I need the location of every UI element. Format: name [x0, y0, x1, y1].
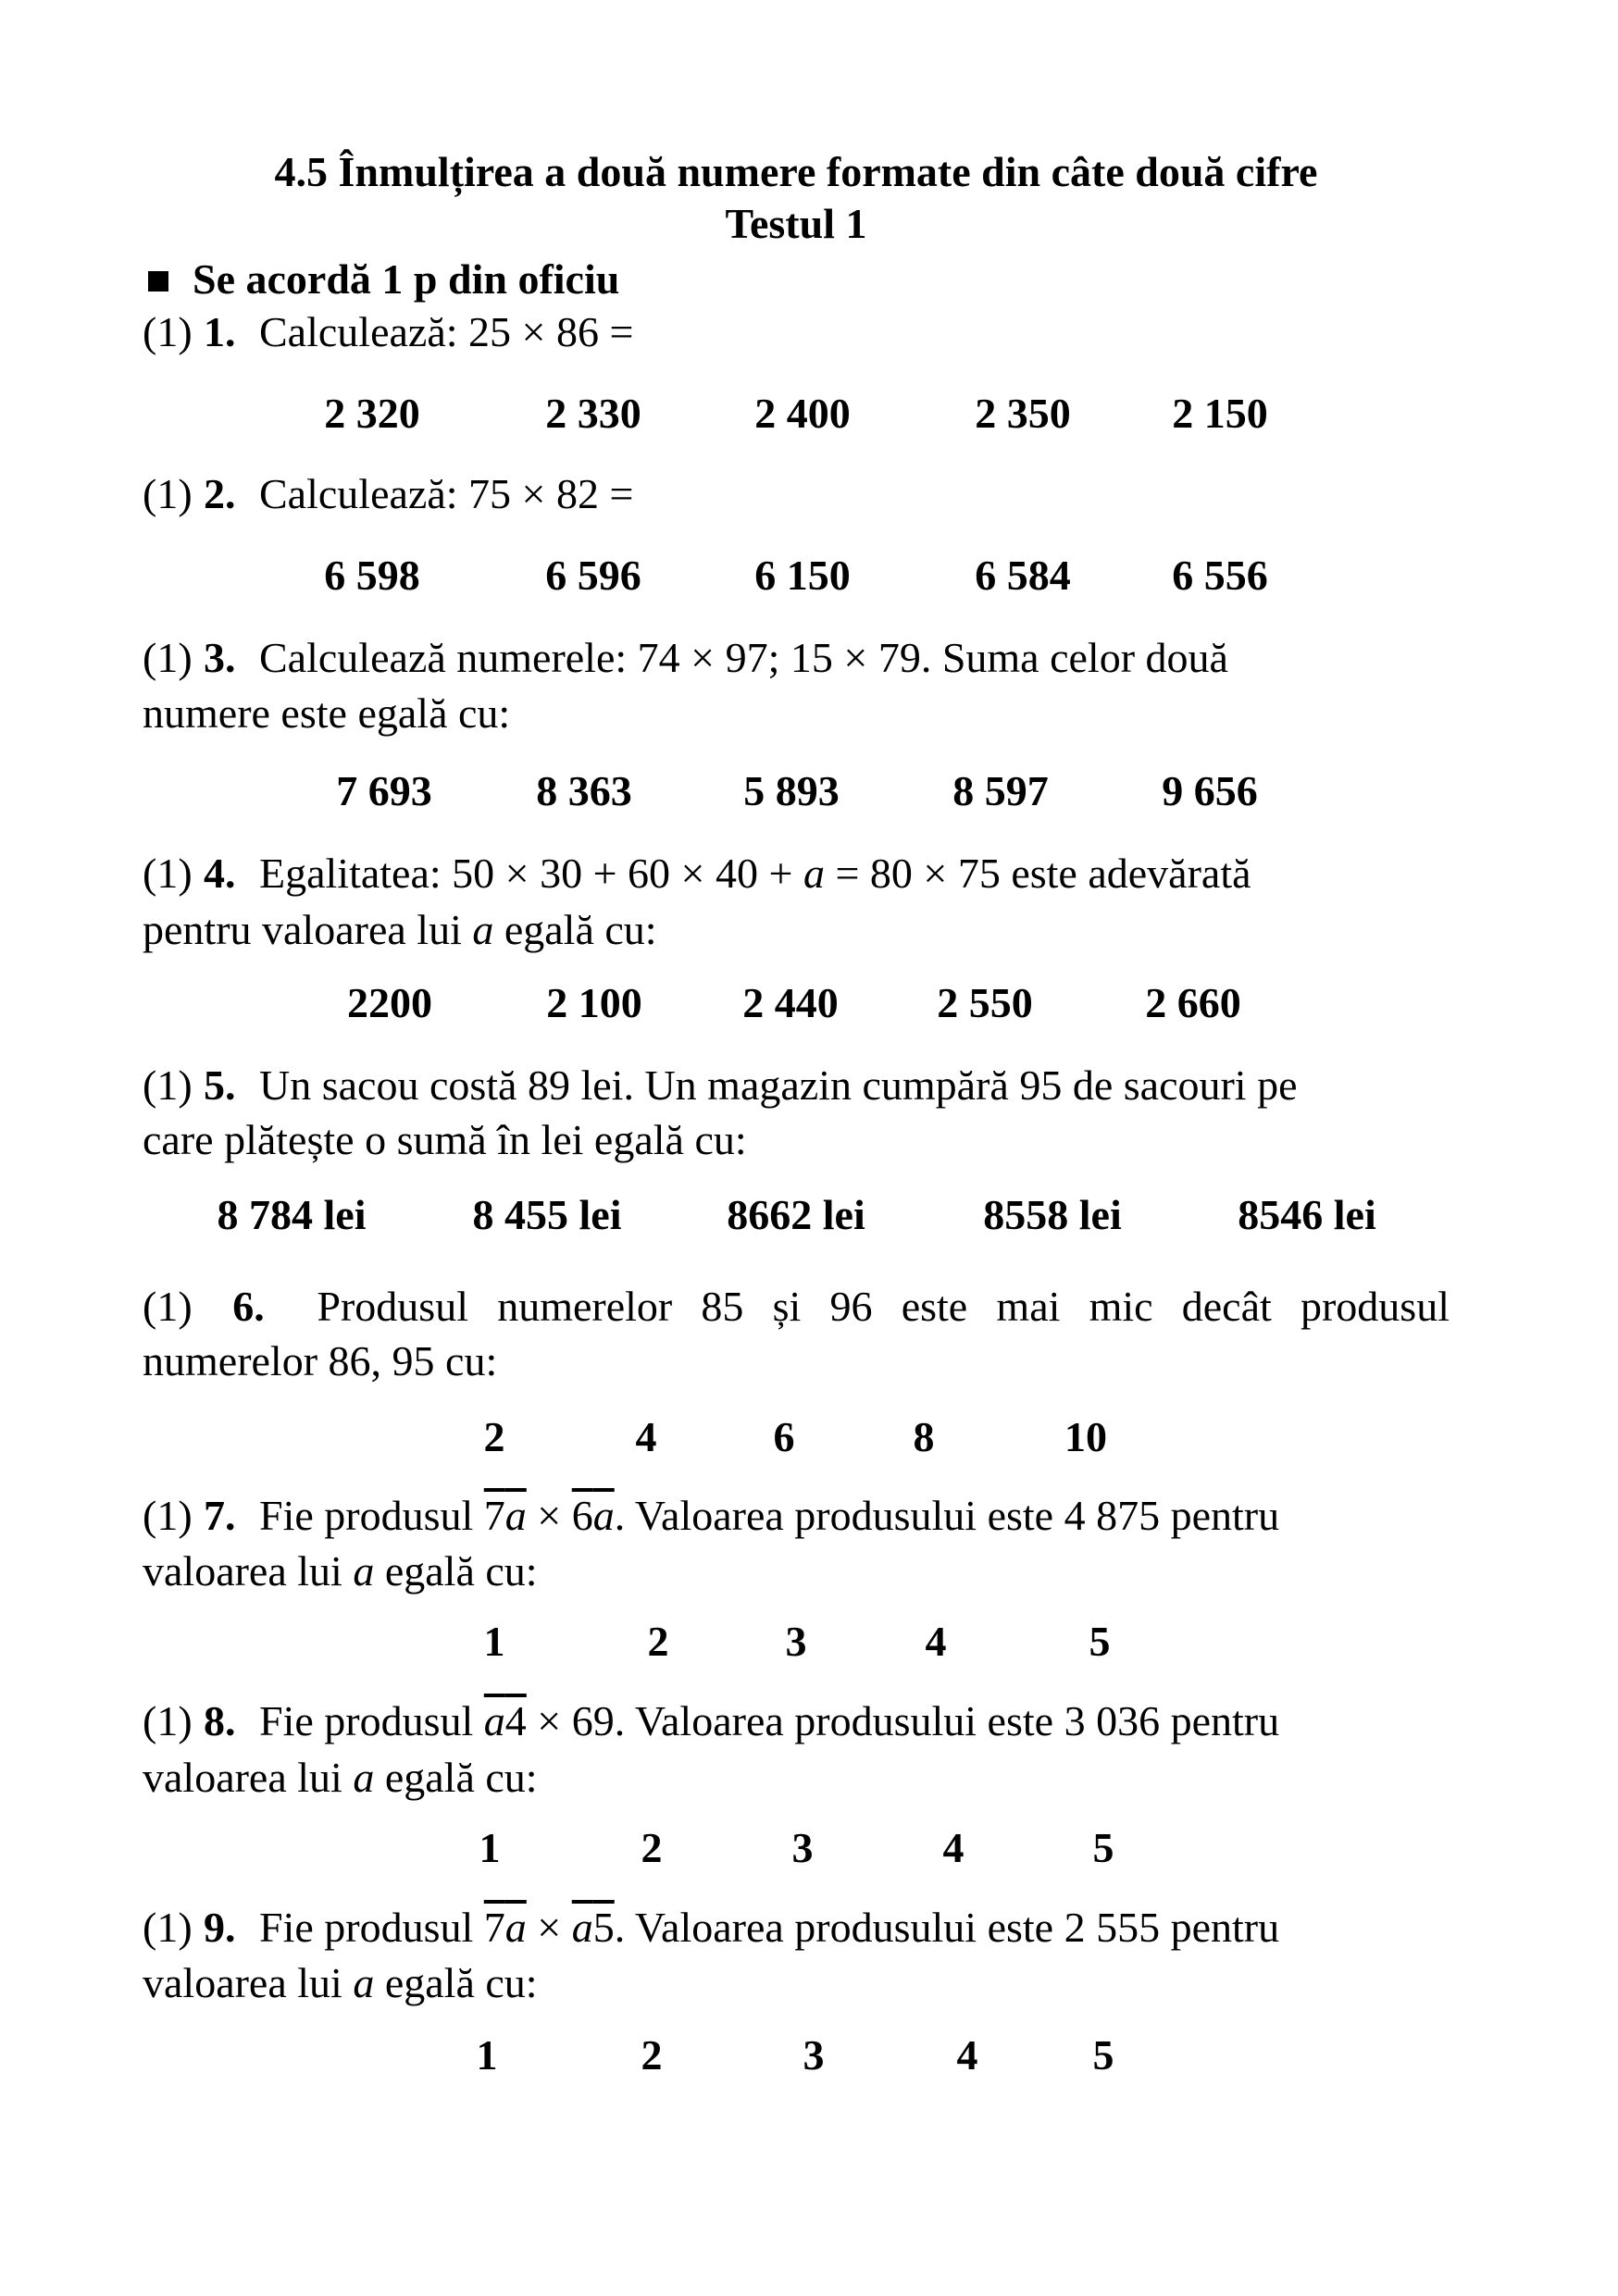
variable: a: [803, 850, 825, 897]
question-8: [143, 1694, 1450, 1749]
question-6: [143, 1279, 1450, 1334]
question-9: [143, 1900, 1450, 1955]
question-text: Fie produsul: [259, 1697, 484, 1744]
answer-option: 8 784 lei: [217, 1191, 367, 1238]
answer-option: 5: [1092, 1824, 1114, 1871]
question-5: [143, 1058, 1450, 1113]
question-6-line2: numerelor 86, 95 cu:: [143, 1337, 498, 1384]
question-points: (1): [143, 1697, 193, 1744]
variable: a: [353, 1959, 375, 2006]
question-text: = 80 × 75 este adevărată: [824, 850, 1251, 897]
answer-option: 2 150: [1172, 390, 1268, 437]
answer-option: 2: [641, 2031, 663, 2079]
question-number: 9.: [204, 1904, 236, 1951]
test-title: Testul 1: [725, 200, 867, 247]
answer-option: 1: [476, 2031, 498, 2079]
answer-option: 6 598: [324, 552, 420, 599]
question-number: 3.: [204, 634, 236, 681]
question-text: Un sacou costă 89 lei. Un magazin cumpără 95 de sacouri pe: [259, 1061, 1298, 1109]
question-points: (1): [143, 1492, 193, 1539]
answer-option: 2 550: [937, 979, 1033, 1026]
question-3-line2: numere este egală cu:: [143, 689, 511, 737]
question-4-line2: [143, 902, 1450, 958]
question-text: × 69. Valoarea produsului este 3 036 pentru: [526, 1697, 1280, 1744]
answer-option: 5 893: [743, 767, 840, 814]
answer-option: 8558 lei: [983, 1191, 1122, 1238]
answer-option: 4: [635, 1413, 657, 1460]
answer-option: 8662 lei: [727, 1191, 865, 1238]
answer-option: 2 330: [545, 390, 641, 437]
question-text: Fie produsul: [259, 1904, 484, 1951]
question-2: [143, 466, 1450, 522]
answer-option: 8546 lei: [1238, 1191, 1376, 1238]
question-text: egală cu:: [493, 906, 657, 953]
answer-option: 6 584: [975, 552, 1071, 599]
overlined-number: 7a: [483, 1492, 527, 1539]
answer-option: 8: [913, 1413, 935, 1460]
answer-option: 2: [483, 1413, 505, 1460]
square-bullet-icon: [148, 271, 168, 292]
question-text: valoarea lui: [143, 1547, 354, 1595]
answer-option: 8 597: [952, 767, 1049, 814]
question-text: Calculează: 25 × 86 =: [259, 308, 634, 355]
variable: a: [472, 906, 494, 953]
answer-option: 3: [785, 1618, 807, 1665]
question-5-line2: care plătește o sumă în lei egală cu:: [143, 1116, 747, 1163]
answer-option: 2: [641, 1824, 663, 1871]
variable: a: [353, 1547, 375, 1595]
answer-option: 2 350: [975, 390, 1071, 437]
question-text: . Valoarea produsului este 4 875 pentru: [614, 1492, 1280, 1539]
section-title: 4.5 Înmulțirea a două numere formate din câte două cifre: [274, 148, 1318, 195]
question-points: (1): [143, 850, 193, 897]
question-7: [143, 1488, 1450, 1544]
question-points: (1): [143, 634, 193, 681]
answer-option: 4: [942, 1824, 965, 1871]
times-sign: ×: [526, 1904, 572, 1951]
question-number: 5.: [204, 1061, 236, 1109]
question-8-line2: [143, 1750, 1450, 1806]
answer-option: 6 596: [545, 552, 641, 599]
points-note: [148, 252, 1455, 307]
note-text: Se acordă 1 p din oficiu: [193, 255, 620, 303]
overlined-number: a5: [571, 1904, 615, 1951]
question-1: [143, 304, 1450, 360]
answer-option: 7 693: [336, 767, 432, 814]
answer-option: 2 660: [1145, 979, 1241, 1026]
question-points: (1): [143, 308, 193, 355]
answer-option: 10: [1064, 1413, 1107, 1460]
question-number: 1.: [204, 308, 236, 355]
answer-option: 2 100: [546, 979, 642, 1026]
question-number: 8.: [204, 1697, 236, 1744]
question-number: 7.: [204, 1492, 236, 1539]
answer-option: 2 320: [324, 390, 420, 437]
overlined-number: 6a: [571, 1492, 615, 1539]
question-text: valoarea lui: [143, 1754, 354, 1801]
question-9-line2: [143, 1955, 1450, 2011]
question-text: Calculează: 75 × 82 =: [259, 470, 634, 517]
variable: a: [353, 1754, 375, 1801]
answer-option: 3: [791, 1824, 814, 1871]
question-text: egală cu:: [374, 1547, 538, 1595]
answer-option: 4: [925, 1618, 947, 1665]
question-points: (1): [143, 1061, 193, 1109]
question-text: Produsul numerelor 85 și 96 este mai mic decât produsul: [317, 1283, 1450, 1330]
question-text: Fie produsul: [259, 1492, 484, 1539]
question-text: pentru valoarea lui: [143, 906, 473, 953]
answer-option: 1: [479, 1824, 501, 1871]
question-number: 6.: [232, 1283, 265, 1330]
answer-option: 3: [803, 2031, 825, 2079]
answer-option: 2: [647, 1618, 669, 1665]
answer-option: 5: [1089, 1618, 1111, 1665]
question-text: valoarea lui: [143, 1959, 354, 2006]
overlined-number: a4: [483, 1697, 527, 1744]
answer-option: 1: [483, 1618, 505, 1665]
answer-option: 8 363: [536, 767, 632, 814]
answer-option: 4: [956, 2031, 978, 2079]
question-4: [143, 846, 1450, 901]
answer-option: 2200: [347, 979, 432, 1026]
answer-option: 5: [1092, 2031, 1114, 2079]
question-text: egală cu:: [374, 1959, 538, 2006]
question-text: egală cu:: [374, 1754, 538, 1801]
question-number: 4.: [204, 850, 236, 897]
question-7-line2: [143, 1544, 1450, 1599]
question-text: . Valoarea produsului este 2 555 pentru: [614, 1904, 1280, 1951]
answer-option: 6 150: [754, 552, 851, 599]
answer-option: 6: [773, 1413, 795, 1460]
question-3: [143, 630, 1450, 686]
answer-option: 9 656: [1162, 767, 1258, 814]
question-points: (1): [143, 1904, 193, 1951]
times-sign: ×: [526, 1492, 572, 1539]
question-text: Egalitatea: 50 × 30 + 60 × 40 +: [259, 850, 803, 897]
answer-option: 6 556: [1172, 552, 1268, 599]
question-text: Calculează numerele: 74 × 97; 15 × 79. Suma celor două: [259, 634, 1228, 681]
answer-option: 2 400: [754, 390, 851, 437]
question-points: (1): [143, 1283, 193, 1330]
overlined-number: 7a: [483, 1904, 527, 1951]
question-number: 2.: [204, 470, 236, 517]
answer-option: 8 455 lei: [472, 1191, 622, 1238]
question-points: (1): [143, 470, 193, 517]
answer-option: 2 440: [742, 979, 839, 1026]
